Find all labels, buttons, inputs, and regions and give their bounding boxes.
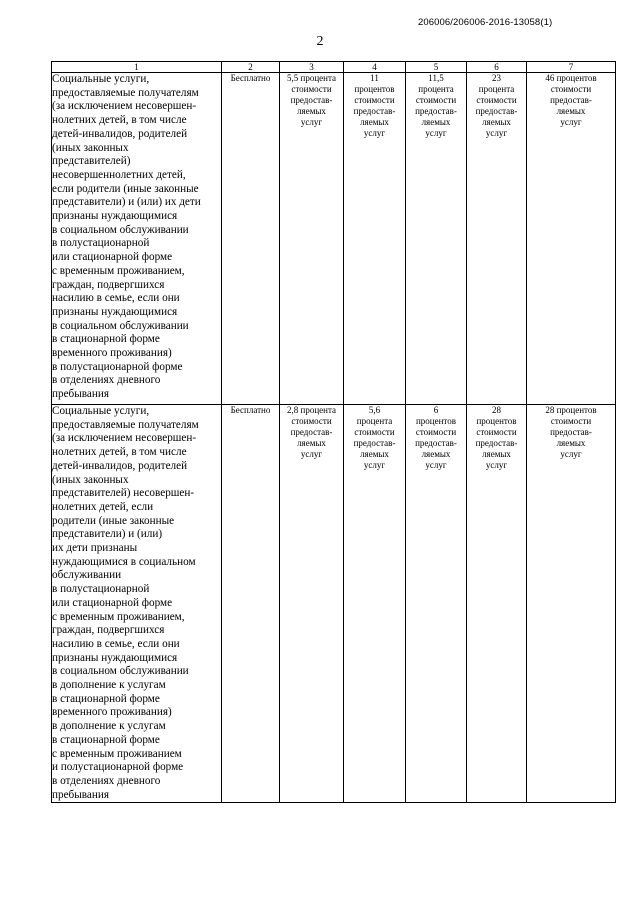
cell-line: предоставляемые получателям bbox=[52, 86, 199, 99]
cell-line: услуг bbox=[363, 460, 386, 470]
cell-line: стоимости bbox=[291, 84, 332, 94]
rate-cell bbox=[467, 405, 527, 803]
service-description-cell bbox=[52, 405, 222, 803]
cell-line: процентов bbox=[476, 416, 517, 426]
cell-line: в стационарной форме bbox=[52, 692, 160, 705]
cell-line: услуг bbox=[300, 449, 323, 459]
cell-line: процентов bbox=[354, 84, 395, 94]
cell-line: нолетних детей, в том числе bbox=[52, 114, 187, 127]
cell-line: 2,8 процента bbox=[287, 405, 336, 415]
cell-line: 28 процентов bbox=[545, 405, 597, 415]
cell-line: в полустационарной bbox=[52, 583, 150, 596]
cell-line: родители (иные законные bbox=[52, 514, 175, 527]
cell-line: предостав- bbox=[415, 106, 457, 116]
rate-cell bbox=[344, 405, 406, 803]
cell-line: ляемых bbox=[360, 449, 389, 459]
document-id: 206006/206006-2016-13058(1) bbox=[418, 17, 553, 28]
cell-line: предостав- bbox=[290, 95, 333, 105]
cell-line: процента bbox=[356, 416, 393, 426]
cell-line: несовершеннолетних детей, bbox=[52, 168, 186, 181]
cell-line: услуг bbox=[560, 117, 582, 127]
cell-line: процента bbox=[478, 84, 515, 94]
rate-cell bbox=[527, 73, 616, 405]
cell-line: пребывания bbox=[52, 388, 109, 401]
cell-line: граждан, подвергшихся bbox=[52, 624, 165, 637]
cell-line: в стационарной форме bbox=[52, 733, 160, 746]
cell-line: в стационарной форме bbox=[52, 333, 160, 346]
cell-line: представителей) bbox=[52, 155, 131, 168]
cell-line: 5,6 bbox=[368, 405, 381, 415]
cell-line: услуг bbox=[560, 449, 582, 459]
table-row bbox=[52, 405, 616, 803]
column-number-row bbox=[52, 62, 616, 73]
cell-line: Социальные услуги, bbox=[52, 73, 150, 85]
cell-line: временного проживания) bbox=[52, 347, 172, 360]
cell-line: ляемых bbox=[482, 117, 511, 127]
column-header: 5 bbox=[406, 62, 467, 73]
fees-table bbox=[51, 61, 616, 803]
rate-cell bbox=[406, 405, 467, 803]
cell-line: в полустационарной bbox=[52, 237, 150, 250]
cell-line: 23 bbox=[492, 73, 501, 83]
cell-line: обслуживании bbox=[52, 569, 122, 582]
cell-line: ляемых bbox=[360, 117, 389, 127]
cell-line: детей-инвалидов, родителей bbox=[52, 127, 188, 140]
cell-line: детей-инвалидов, родителей bbox=[52, 459, 188, 472]
cell-line: 11 bbox=[370, 73, 379, 83]
rate-cell bbox=[467, 73, 527, 405]
cell-line: услуг bbox=[425, 460, 447, 470]
rate-cell bbox=[406, 73, 467, 405]
cell-line: услуг bbox=[485, 128, 508, 138]
cell-line: (за исключением несовершен- bbox=[52, 432, 197, 445]
cell-line: стоимости bbox=[550, 84, 592, 94]
cell-line: 6 bbox=[433, 405, 439, 415]
cell-line: признаны нуждающимися bbox=[52, 305, 178, 318]
cell-line: признаны нуждающимися bbox=[52, 210, 178, 223]
cell-line: насилию в семье, если они bbox=[52, 292, 180, 305]
cell-line: в дополнение к услугам bbox=[52, 720, 166, 733]
free-rate-cell: Бесплатно bbox=[222, 405, 280, 803]
cell-line: ляемых bbox=[482, 449, 511, 459]
cell-line: (иных законных bbox=[52, 473, 129, 486]
cell-line: ляемых bbox=[297, 106, 326, 116]
cell-line: предостав- bbox=[415, 438, 457, 448]
cell-line: процента bbox=[418, 84, 454, 94]
cell-line: стоимости bbox=[354, 427, 395, 437]
cell-line: услуг bbox=[300, 117, 323, 127]
cell-line: в полустационарной форме bbox=[52, 360, 183, 373]
cell-line: и полустационарной форме bbox=[52, 761, 184, 774]
cell-line: нолетних детей, если bbox=[52, 500, 154, 513]
cell-line: представители) и (или) bbox=[52, 528, 163, 541]
cell-line: стоимости bbox=[291, 416, 332, 426]
cell-line: предостав- bbox=[475, 438, 518, 448]
cell-line: в социальном обслуживании bbox=[52, 319, 189, 332]
cell-line: представителей) несовершен- bbox=[52, 487, 195, 500]
cell-line: процентов bbox=[415, 416, 456, 426]
cell-line: если родители (иные законные bbox=[52, 182, 199, 195]
cell-line: стоимости bbox=[415, 95, 457, 105]
rate-cell bbox=[280, 73, 344, 405]
cell-line: в дополнение к услугам bbox=[52, 679, 166, 692]
column-header: 7 bbox=[527, 62, 616, 73]
cell-line: граждан, подвергшихся bbox=[52, 278, 165, 291]
cell-line: в отделениях дневного bbox=[52, 374, 161, 387]
page-number: 2 bbox=[316, 34, 324, 49]
cell-line: (иных законных bbox=[52, 141, 129, 154]
cell-line: 11,5 bbox=[428, 73, 444, 83]
cell-line: стоимости bbox=[550, 416, 592, 426]
cell-line: стоимости bbox=[415, 427, 457, 437]
cell-line: 5,5 процента bbox=[287, 73, 336, 83]
cell-line: стоимости bbox=[476, 427, 517, 437]
cell-line: ляемых bbox=[297, 438, 326, 448]
cell-line: стоимости bbox=[476, 95, 517, 105]
cell-line: или стационарной форме bbox=[52, 596, 173, 609]
rate-cell bbox=[280, 405, 344, 803]
cell-line: с временным проживанием bbox=[52, 747, 182, 760]
cell-line: предостав- bbox=[550, 427, 592, 437]
cell-line: предостав- bbox=[290, 427, 333, 437]
cell-line: или стационарной форме bbox=[52, 251, 173, 264]
cell-line: 46 процентов bbox=[545, 73, 597, 83]
cell-line: услуг bbox=[363, 128, 386, 138]
rate-cell bbox=[527, 405, 616, 803]
cell-line: с временным проживанием, bbox=[52, 610, 185, 623]
cell-line: ляемых bbox=[556, 106, 586, 116]
column-header: 6 bbox=[467, 62, 527, 73]
cell-line: временного проживания) bbox=[52, 706, 172, 719]
cell-line: ляемых bbox=[556, 438, 586, 448]
cell-line: пребывания bbox=[52, 788, 109, 801]
cell-line: представители) и (или) их дети bbox=[52, 196, 201, 209]
free-rate-cell: Бесплатно bbox=[222, 73, 280, 405]
cell-line: Социальные услуги, bbox=[52, 405, 150, 417]
cell-line: нуждающимися в социальном bbox=[52, 555, 196, 568]
cell-line: (за исключением несовершен- bbox=[52, 100, 197, 113]
cell-line: насилию в семье, если они bbox=[52, 637, 180, 650]
cell-line: предостав- bbox=[550, 95, 592, 105]
cell-line: услуг bbox=[425, 128, 447, 138]
cell-line: признаны нуждающимися bbox=[52, 651, 178, 664]
cell-line: в отделениях дневного bbox=[52, 774, 161, 787]
cell-line: услуг bbox=[485, 460, 508, 470]
column-header: 1 bbox=[52, 62, 222, 73]
cell-line: предоставляемые получателям bbox=[52, 418, 199, 431]
service-description-cell bbox=[52, 73, 222, 405]
cell-line: с временным проживанием, bbox=[52, 264, 185, 277]
rate-cell bbox=[344, 73, 406, 405]
cell-line: в социальном обслуживании bbox=[52, 665, 189, 678]
cell-line: предостав- bbox=[475, 106, 518, 116]
cell-line: в социальном обслуживании bbox=[52, 223, 189, 236]
column-header: 3 bbox=[280, 62, 344, 73]
cell-line: их дети признаны bbox=[52, 542, 138, 555]
cell-line: стоимости bbox=[354, 95, 395, 105]
cell-line: ляемых bbox=[421, 449, 451, 459]
column-header: 2 bbox=[222, 62, 280, 73]
cell-line: 28 bbox=[492, 405, 501, 415]
column-header: 4 bbox=[344, 62, 406, 73]
cell-line: предостав- bbox=[353, 106, 396, 116]
cell-line: предостав- bbox=[353, 438, 396, 448]
table-row bbox=[52, 73, 616, 405]
cell-line: ляемых bbox=[421, 117, 451, 127]
cell-line: нолетних детей, в том числе bbox=[52, 446, 187, 459]
